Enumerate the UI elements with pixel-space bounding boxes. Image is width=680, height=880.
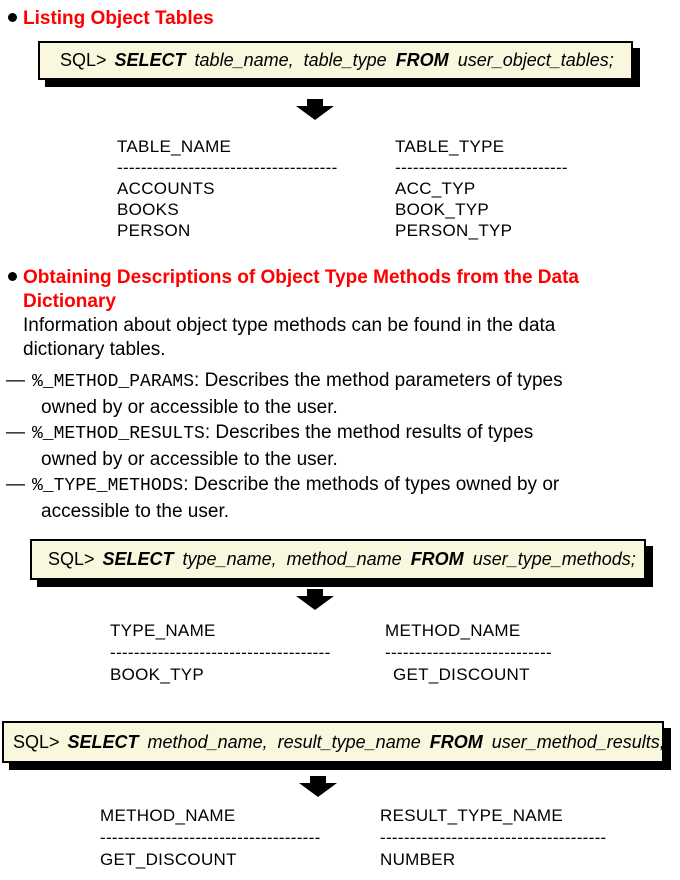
dash-bullet: — <box>6 370 25 391</box>
list-item-line1 <box>6 368 678 395</box>
column-rule: ------------------------------------- <box>100 828 321 847</box>
list-item-line2: owned by or accessible to the user. <box>41 397 338 418</box>
sql-keyword-from: FROM <box>429 731 483 752</box>
bullet-icon <box>8 13 17 22</box>
heading-line <box>8 266 579 290</box>
result-cell: GET_DISCOUNT <box>393 665 530 684</box>
result-col-table-name <box>117 136 338 241</box>
column-header: RESULT_TYPE_NAME <box>380 806 564 825</box>
result-col-type-name <box>110 620 331 686</box>
down-arrow-icon <box>296 589 334 610</box>
view-description: : Describes the method parameters of types <box>194 370 563 391</box>
view-description: : Describes the method results of types <box>204 422 534 443</box>
sql-keyword-from: FROM <box>395 50 449 70</box>
bullet-icon <box>8 272 17 281</box>
result-col-table-type <box>395 136 568 241</box>
column-header: TYPE_NAME <box>110 621 216 640</box>
result-cell: GET_DISCOUNT <box>100 850 237 869</box>
sql-table-name: user_method_results; <box>491 731 665 752</box>
view-name: %_METHOD_RESULTS <box>32 424 205 444</box>
column-rule: -------------------------------------- <box>380 828 607 847</box>
sql-box-object-tables <box>38 41 633 80</box>
result-cell: BOOKS <box>117 200 179 219</box>
result-cell: PERSON_TYP <box>395 221 513 240</box>
column-header: METHOD_NAME <box>100 806 236 825</box>
sql-keyword-select: SELECT <box>114 50 186 70</box>
sql-column-list: table_name, table_type <box>194 50 387 70</box>
paragraph-line: Information about object type methods can be found in the data <box>23 315 556 336</box>
list-item-type-methods <box>6 472 678 524</box>
down-arrow-icon <box>299 776 337 797</box>
list-item-method-params <box>6 368 678 420</box>
sql-box-method-results <box>2 721 664 763</box>
result-col-method-name <box>100 805 321 871</box>
result-col-method-name <box>385 620 552 686</box>
column-header: TABLE_NAME <box>117 137 232 156</box>
paragraph-line: dictionary tables. <box>23 339 166 360</box>
dictionary-views-list <box>6 368 678 524</box>
column-rule: ---------------------------- <box>385 643 552 662</box>
result-cell: ACC_TYP <box>395 179 476 198</box>
sql-keyword-select: SELECT <box>102 549 174 569</box>
sql-box-type-methods <box>30 539 646 580</box>
column-header: METHOD_NAME <box>385 621 521 640</box>
sql-keyword-from: FROM <box>410 549 464 569</box>
result-cell: BOOK_TYP <box>395 200 490 219</box>
result-cell: BOOK_TYP <box>110 665 205 684</box>
view-description: : Describe the methods of types owned by or <box>183 474 560 495</box>
dash-bullet: — <box>6 474 25 495</box>
down-arrow-icon <box>296 99 334 120</box>
result-cell: PERSON <box>117 221 191 240</box>
heading-text: Listing Object Tables <box>23 8 214 29</box>
list-item-line1 <box>6 472 678 499</box>
column-rule: ------------------------------------- <box>117 158 338 177</box>
list-item-line2: owned by or accessible to the user. <box>41 449 338 470</box>
sql-table-name: user_type_methods; <box>472 549 636 569</box>
column-rule: ------------------------------------- <box>110 643 331 662</box>
result-cell: ACCOUNTS <box>117 179 215 198</box>
heading-listing-object-tables <box>8 7 214 31</box>
view-name: %_TYPE_METHODS <box>32 476 184 496</box>
heading-line <box>8 7 214 31</box>
sql-column-list: method_name, result_type_name <box>147 731 421 752</box>
column-rule: ----------------------------- <box>395 158 568 177</box>
dash-bullet: — <box>6 422 25 443</box>
result-col-result-type-name <box>380 805 607 871</box>
list-item-method-results <box>6 420 678 472</box>
heading-text: Obtaining Descriptions of Object Type Methods from the Data <box>23 267 579 288</box>
heading-text-line2: Dictionary <box>23 291 116 312</box>
heading-obtaining-descriptions <box>8 266 579 362</box>
view-name: %_METHOD_PARAMS <box>32 372 195 392</box>
sql-prompt: SQL> <box>13 731 60 752</box>
sql-column-list: type_name, method_name <box>182 549 402 569</box>
sql-prompt: SQL> <box>48 549 95 569</box>
list-item-line1 <box>6 420 678 447</box>
sql-keyword-select: SELECT <box>67 731 139 752</box>
result-cell: NUMBER <box>380 850 456 869</box>
column-header: TABLE_TYPE <box>395 137 505 156</box>
list-item-line2: accessible to the user. <box>41 501 229 522</box>
sql-prompt: SQL> <box>60 50 107 70</box>
sql-table-name: user_object_tables; <box>457 50 614 70</box>
